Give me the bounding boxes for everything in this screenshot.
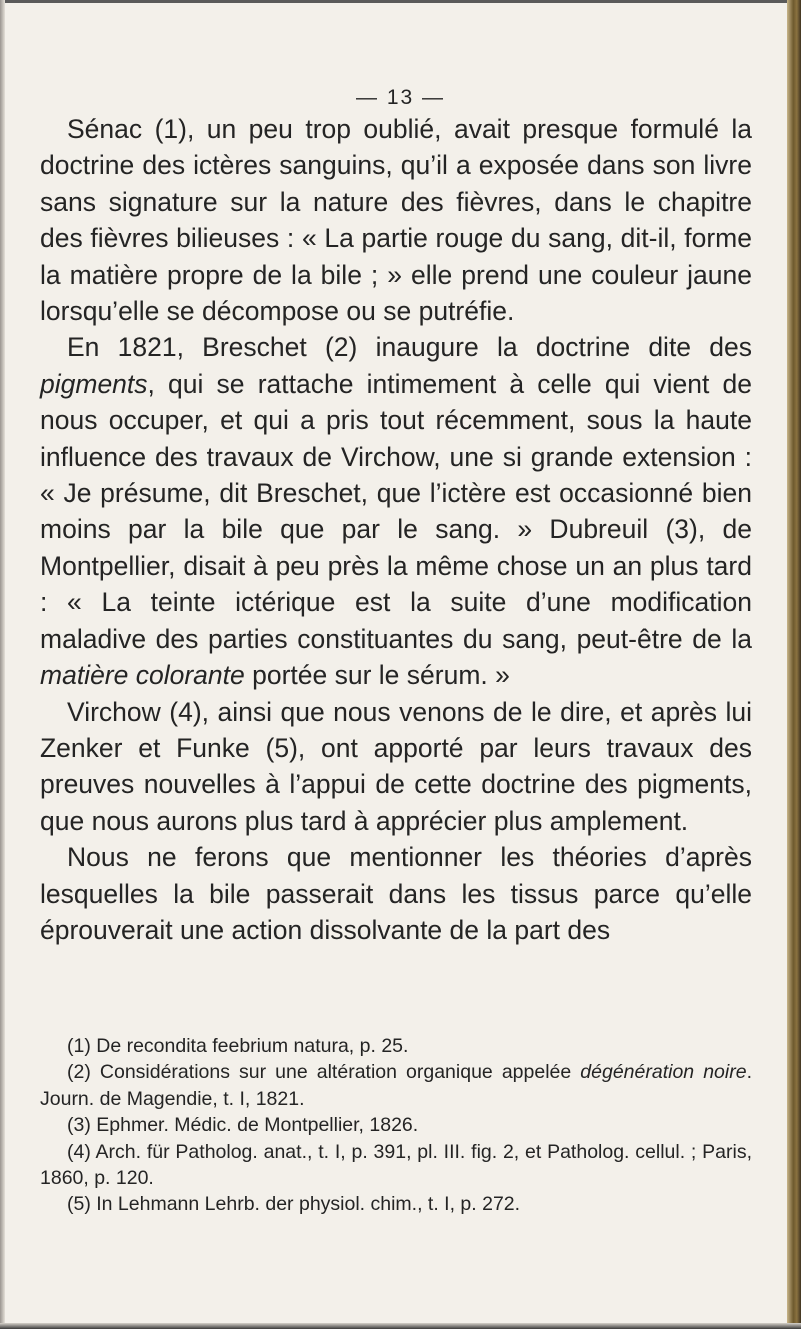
emphasis-degeneration-noire: dégénération noire xyxy=(580,1061,747,1084)
footnote-2-part-c: . Journ. de Magendie, t. I, 1821. xyxy=(40,1061,752,1110)
paragraph-senac: Sénac (1), un peu trop oublié, avait presque formulé la doctrine des ictères sanguins, qu’il a exposée dans son livre sans signature sur la nature des fièvres, dans le chapitre des fièvres bilieuses : « La partie rouge du sang, dit-il, forme la matière propre de la bile ; » elle prend une couleur jaune lorsqu’elle se décompose ou se putréfie. xyxy=(40,114,752,327)
book-spine-edge xyxy=(787,0,801,1329)
footnote-1: (1) De recondita feebrium natura, p. 25. xyxy=(67,1035,409,1057)
footnote-3: (3) Ephmer. Médic. de Montpellier, 1826. xyxy=(67,1114,419,1137)
footnote-2-part-a: (2) Considérations sur une altération organique appelée xyxy=(67,1061,581,1084)
paragraph-breschet xyxy=(40,329,752,693)
paragraph-breschet-part-a: En 1821, Breschet (2) inaugure la doctrine dite des xyxy=(67,332,752,363)
emphasis-matiere-colorante: matière colorante xyxy=(40,660,245,691)
main-text xyxy=(40,111,752,948)
footnote-2 xyxy=(40,1059,752,1112)
paragraph-virchow: Virchow (4), ainsi que nous venons de le dire, et après lui Zenker et Funke (5), ont apporté par leurs travaux des preuves nouvelles à l’appui de cette doctrine des pigments, que nous aurons plus tard à apprécier plus amplement. xyxy=(40,696,752,836)
footnote-5: (5) In Lehmann Lehrb. der physiol. chim., t. I, p. 272. xyxy=(67,1193,521,1216)
page-top-rule xyxy=(0,0,801,3)
emphasis-pigments: pigments xyxy=(40,368,148,399)
paragraph-theories: Nous ne ferons que mentionner les théories d’après lesquelles la bile passerait dans les tissus parce qu’elle éprouverait une action dissolvante de la part des xyxy=(40,842,752,945)
page-left-edge xyxy=(0,0,5,1329)
footnote-4: (4) Arch. für Patholog. anat., t. I, p. 391, pl. III. fig. 2, et Patholog. cellul. ; Paris, 1860, p. 120. xyxy=(40,1140,752,1190)
paragraph-breschet-part-e: portée sur le sérum. » xyxy=(244,660,510,691)
page-bottom-edge xyxy=(0,1323,801,1329)
page-number: — 13 — xyxy=(355,86,446,109)
paragraph-breschet-part-c: , qui se rattache intimement à celle qui vient de nous occuper, et qui a pris tout récemment, sous la haute influence des travaux de Virchow, une si grande extension : « Je présume, dit Breschet, que l’ictère est occasionné bien moins par la bile que par le sang. » Dubreuil (3), de Montpellier, disait à peu près la même chose un an plus tard : « La teinte ictérique est la suite d’une modification maladive des parties constituantes du sang, peut-être de la xyxy=(40,368,752,654)
footnotes xyxy=(40,1033,752,1218)
